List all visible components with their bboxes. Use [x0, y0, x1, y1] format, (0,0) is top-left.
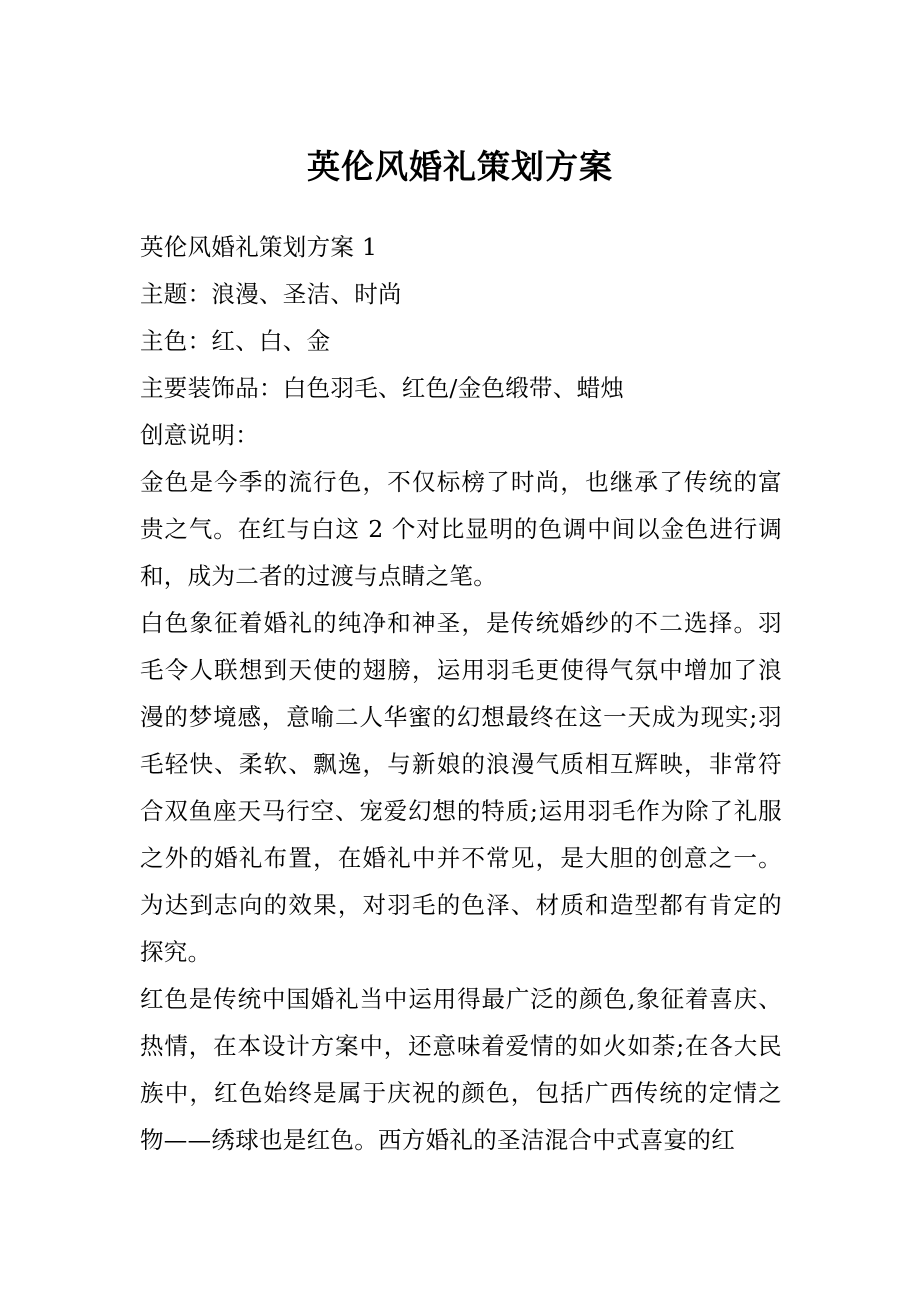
decorations-line: 主要装饰品：白色羽毛、红色/金色缎带、蜡烛 — [140, 374, 625, 402]
section-heading: 英伦风婚礼策划方案 1 — [140, 233, 378, 261]
gold-color-paragraph: 金色是今季的流行色，不仅标榜了时尚，也继承了传统的富贵之气。在红与白这 2 个对比显明的色调中间以金色进行调和，成为二者的过渡与点睛之笔。 — [140, 468, 782, 590]
document-title: 英伦风婚礼策划方案 — [307, 147, 613, 186]
theme-line: 主题：浪漫、圣洁、时尚 — [140, 280, 402, 308]
main-color-line: 主色：红、白、金 — [140, 327, 331, 355]
document-body — [140, 224, 782, 1164]
creative-notes-heading: 创意说明： — [140, 421, 259, 449]
red-color-paragraph: 红色是传统中国婚礼当中运用得最广泛的颜色,象征着喜庆、热情，在本设计方案中，还意味着爱情的如火如荼;在各大民族中，红色始终是属于庆祝的颜色，包括广西传统的定情之物——绣球也是红色。西方婚礼的圣洁混合中式喜宴的红 — [140, 985, 782, 1154]
white-color-paragraph: 白色象征着婚礼的纯净和神圣，是传统婚纱的不二选择。羽毛令人联想到天使的翅膀，运用羽毛更使得气氛中增加了浪漫的梦境感，意喻二人华蜜的幻想最终在这一天成为现实;羽毛轻快、柔软、飘逸，与新娘的浪漫气质相互辉映，非常符合双鱼座天马行空、宠爱幻想的特质;运用羽毛作为除了礼服之外的婚礼布置，在婚礼中并不常见，是大胆的创意之一。为达到志向的效果，对羽毛的色泽、材质和造型都有肯定的探究。 — [140, 609, 782, 966]
